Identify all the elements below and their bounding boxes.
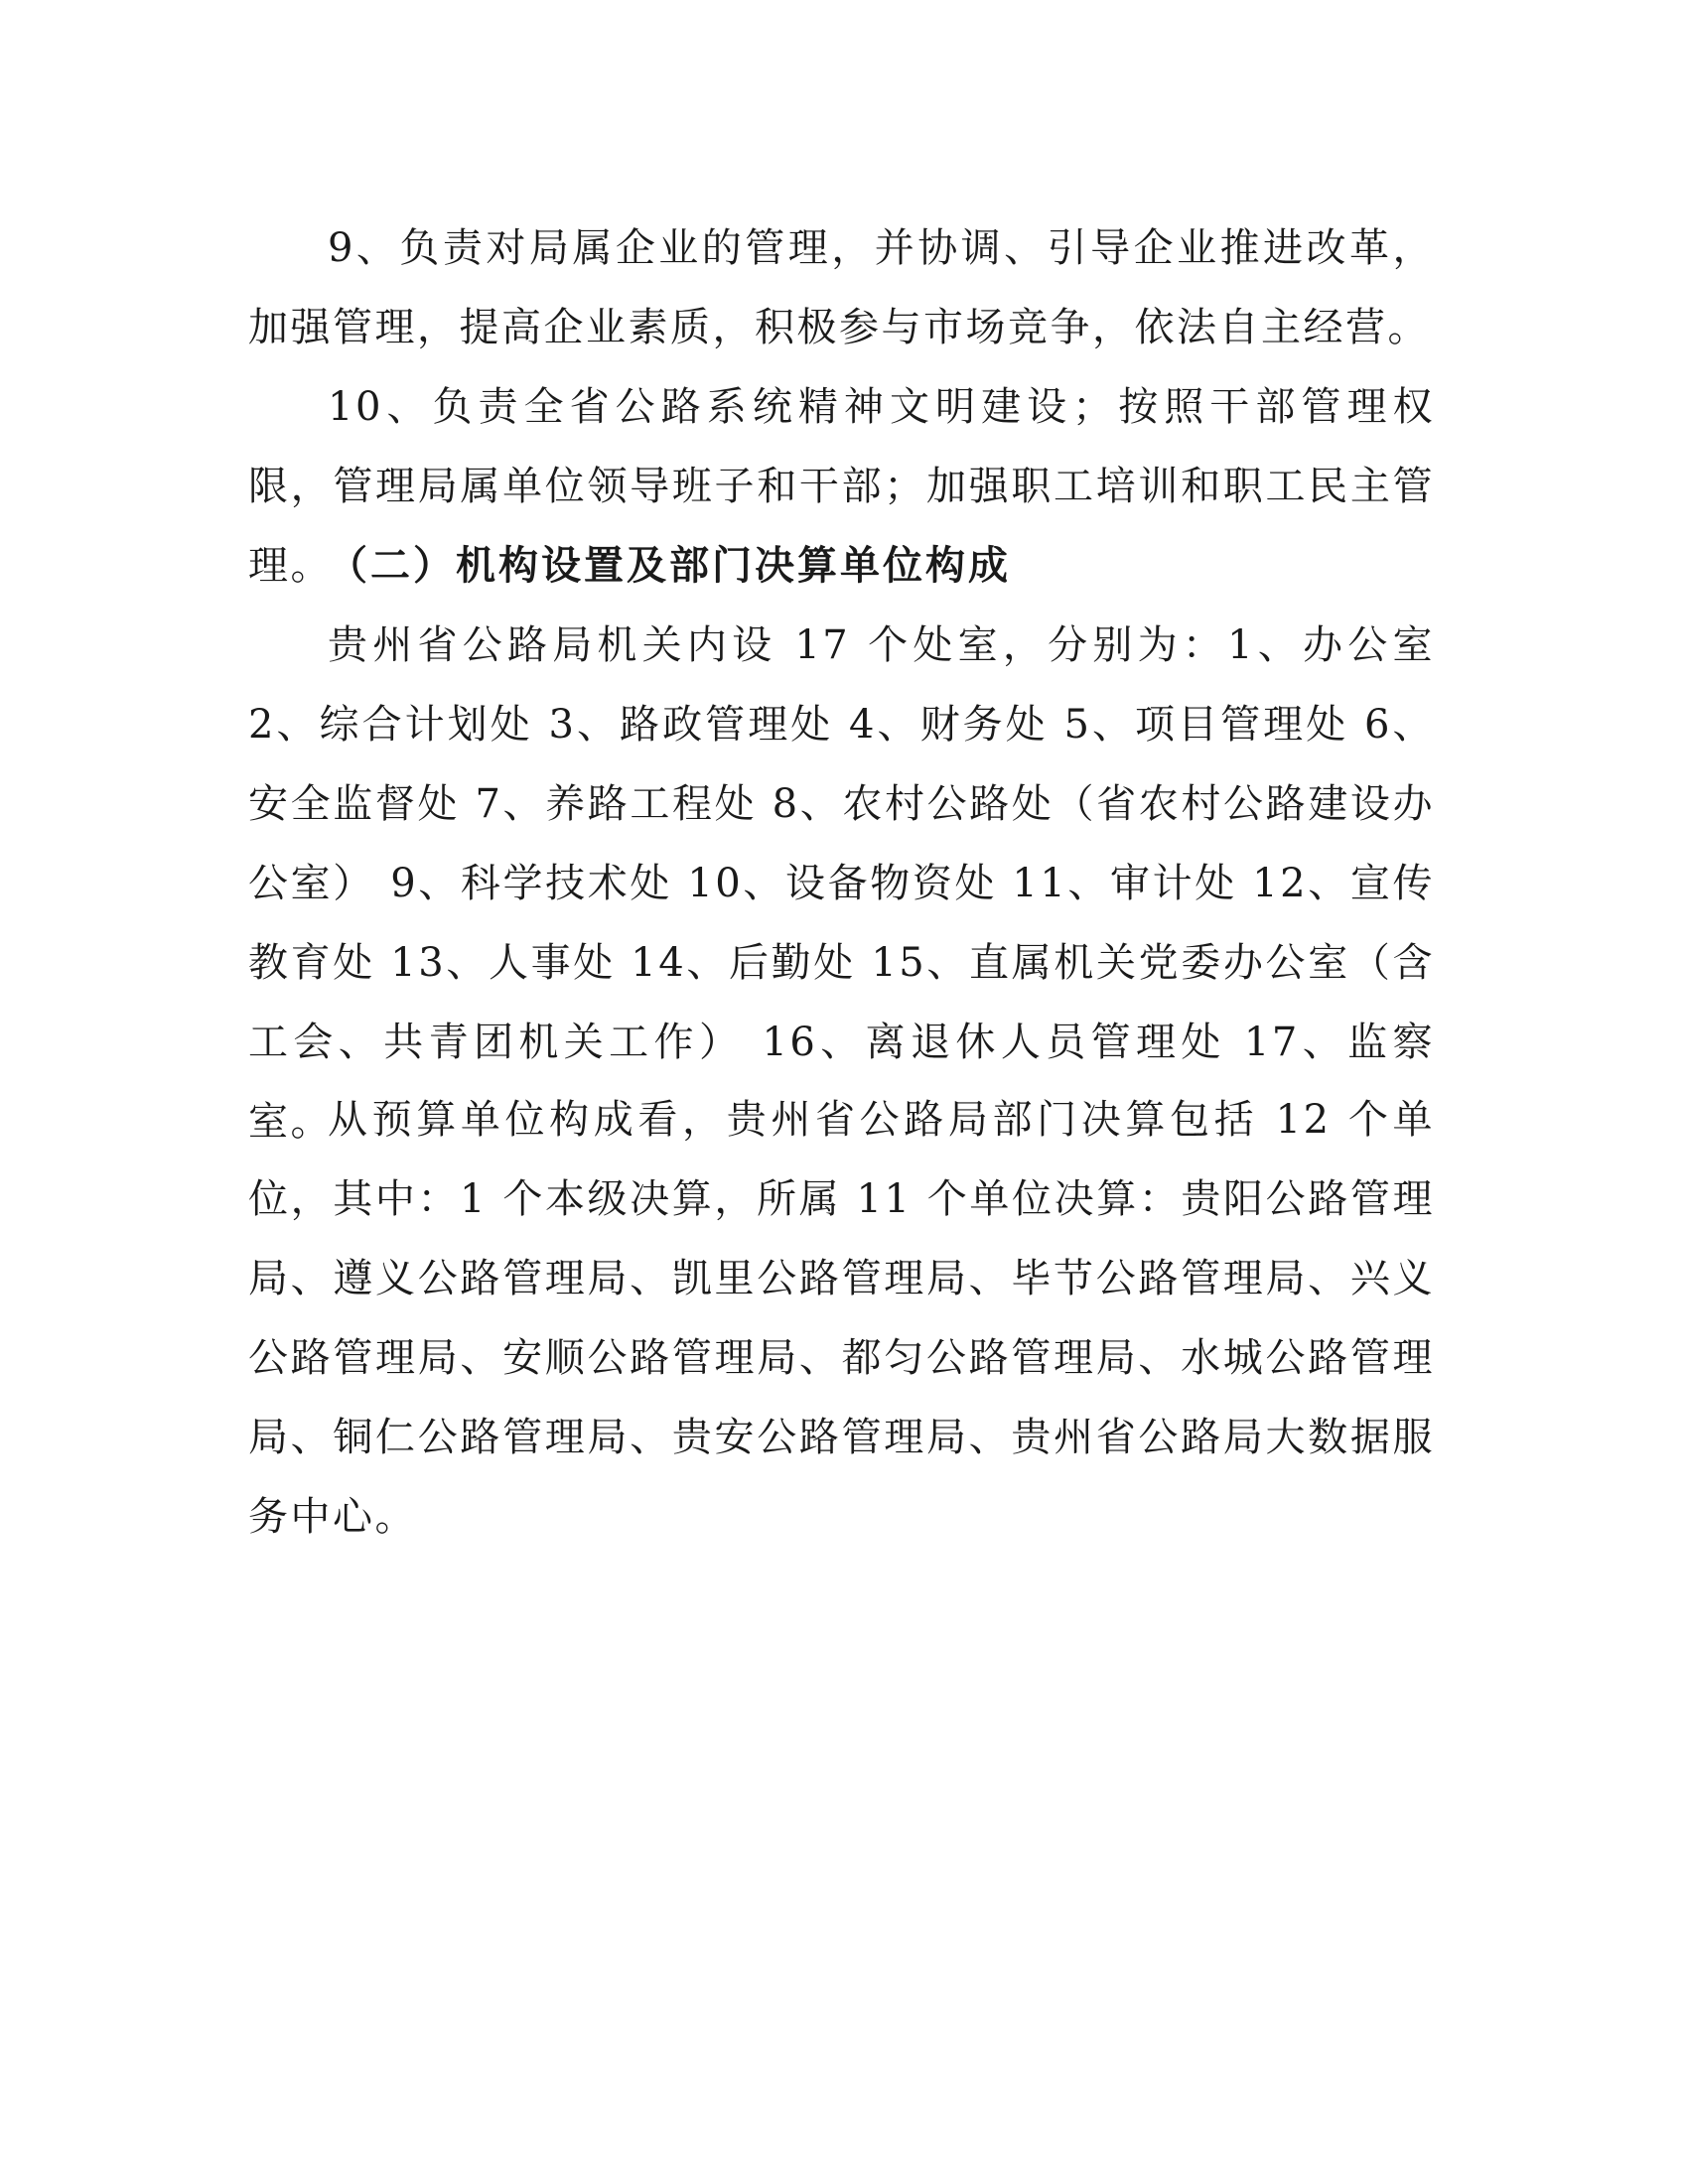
section-heading: （二）机构设置及部门决算单位构成 [328, 543, 1011, 589]
paragraph-duty-9-text: 9、负责对局属企业的管理，并协调、引导企业推进改革，加强管理，提高企业素质，积极参与市场竞争，依法自主经营。 [248, 225, 1435, 350]
paragraph-duty-9 [248, 208, 1435, 367]
paragraph-budget-units [248, 1080, 1435, 1557]
paragraph-offices [248, 606, 1435, 1161]
paragraph-budget-units-text: 从预算单位构成看，贵州省公路局部门决算包括 12 个单位，其中：1 个本级决算，所属 11 个单位决算：贵阳公路管理局、遵义公路管理局、凯里公路管理局、毕节公路管理局、兴义公路管理局、安顺公路管理局、都匀公路管理局、水城公路管理局、铜仁公路管理局、贵安公路管理局、贵州省公路局大数据服务中心。 [248, 1097, 1435, 1540]
paragraph-duty-10-text: 10、负责全省公路系统精神文明建设；按照干部管理权限，管理局属单位领导班子和干部；加强职工培训和职工民主管理。 [248, 384, 1435, 589]
paragraph-offices-text: 贵州省公路局机关内设 17 个处室，分别为：1、办公室 2、综合计划处 3、路政管理处 4、财务处 5、项目管理处 6、安全监督处 7、养路工程处 8、农村公路处（省农村公路建设办公室） 9、科学技术处 10、设备物资处 11、审计处 12、宣传教育处 13、人事处 14、后勤处 15、直属机关党委办公室（含工会、共青团机关工作） 16、离退休人员管理处 17、监察室。 [248, 622, 1435, 1145]
